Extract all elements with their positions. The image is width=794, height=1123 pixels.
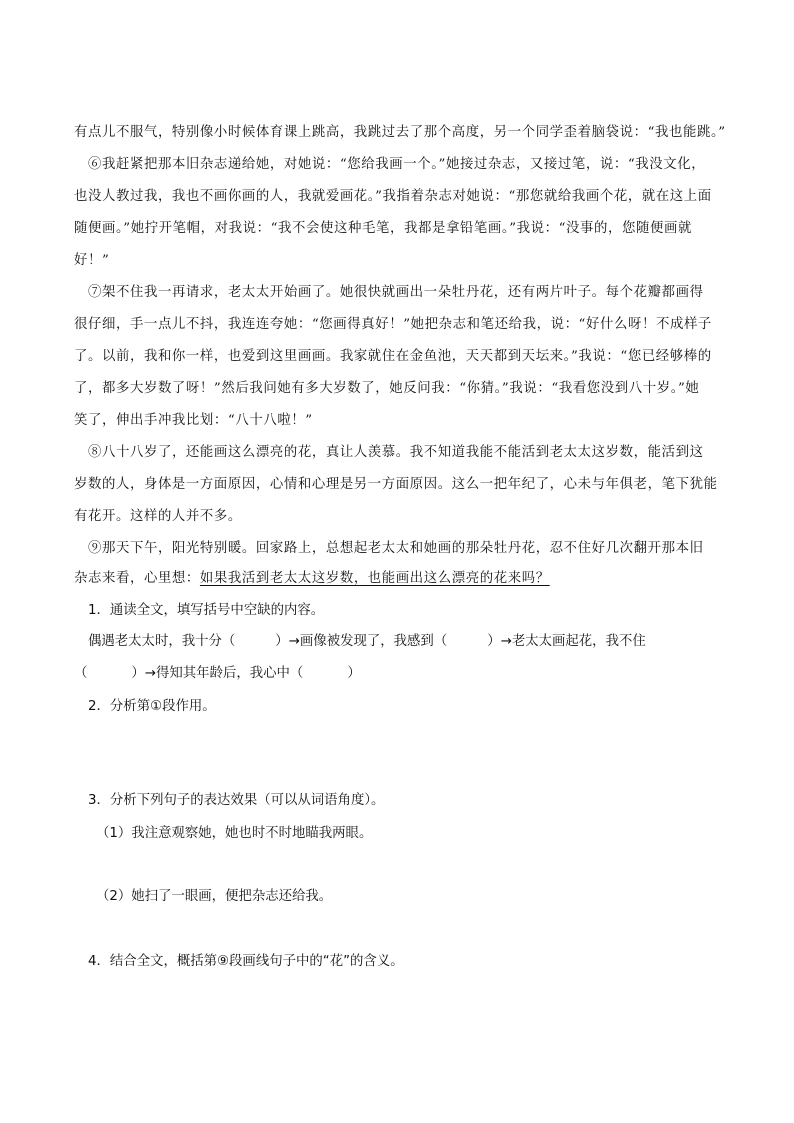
question-3-sub-1: （1）我注意观察她，她也时不时地瞄我两眼。 (96, 826, 373, 841)
q1-text-b: ）→画像被发现了，我感到（ (275, 634, 448, 649)
q1-text-c: ）→老太太画起花，我不住 (487, 634, 646, 649)
q1-text-f: ） (347, 666, 361, 681)
paragraph-6-line-1: ⑥我赶紧把那本旧杂志递给她，对她说：“您给我画一个。”她接过杂志，又接过笔，说：“我没文化， (88, 157, 706, 172)
question-3-sub-2: （2）她扫了一眼画，便把杂志还给我。 (96, 889, 333, 904)
paragraph-7-line-3: 了。以前，我和你一样，也爱到这里画画。我家就住在金鱼池，天天都到天坛来。”我说：“您已经够棒的 (74, 349, 712, 364)
paragraph-7-line-2: 很仔细，手一点儿不抖，我连连夸她：“您画得真好！”她把杂志和笔还给我，说：“好什么呀！不成样子 (74, 317, 712, 332)
q1-text-e: ）→得知其年龄后，我心中（ (131, 666, 304, 681)
paragraph-6-line-2: 也没人教过我，我也不画你画的人，我就爱画花。”我指着杂志对她说：“那您就给我画个花，就在这上面 (74, 189, 712, 204)
question-3-title: 3．分析下列句子的表达效果（可以从词语角度）。 (88, 793, 385, 808)
paragraph-8-line-1: ⑧八十八岁了，还能画这么漂亮的花，真让人羡慕。我不知道我能不能活到老太太这岁数，能活到这 (88, 445, 704, 460)
question-4-title: 4．结合全文，概括第⑨段画线句子中的“花”的含义。 (88, 954, 404, 969)
paragraph-7-line-5: 笑了，伸出手冲我比划：“八十八啦！” (74, 413, 313, 428)
q1-text-d: （ (74, 666, 88, 681)
paragraph-8-line-2: 岁数的人，身体是一方面原因，心情和心理是另一方面原因。这么一把年纪了，心未与年俱老，笔下犹能 (74, 477, 718, 492)
paragraph-9-line-2 (74, 570, 550, 588)
paragraph-5-end: 有点儿不服气，特别像小时候体育课上跳高，我跳过去了那个高度，另一个同学歪着脑袋说：“我也能跳。” (74, 125, 726, 140)
question-1-line-1 (88, 633, 646, 651)
paragraph-6-line-3: 随便画。”她拧开笔帽，对我说：“我不会使这种毛笔，我都是拿铅笔画。”我说：“没事的，您随便画就 (74, 221, 692, 236)
q1-text-a: 偶遇老太太时，我十分（ (88, 634, 236, 649)
question-1-line-2 (74, 665, 361, 683)
paragraph-7-line-4: 了，都多大岁数了呀！”然后我问她有多大岁数了，她反问我：“你猜。”我说：“我看您没到八十岁。”她 (74, 381, 700, 396)
underlined-sentence: 如果我活到老太太这岁数，也能画出这么漂亮的花来吗？ (199, 571, 550, 586)
paragraph-9-line-1: ⑨那天下午，阳光特别暖。回家路上，总想起老太太和她画的那朵牡丹花，忍不住好几次翻开那本旧 (88, 541, 704, 556)
paragraph-9-prefix: 杂志来看，心里想： (74, 571, 200, 586)
paragraph-7-line-1: ⑦架不住我一再请求，老太太开始画了。她很快就画出一朵牡丹花，还有两片叶子。每个花瓣都画得 (88, 285, 704, 300)
question-2-title: 2．分析第①段作用。 (88, 699, 216, 714)
paragraph-8-line-3: 有花开。这样的人并不多。 (74, 509, 242, 524)
paragraph-6-line-4: 好！” (74, 253, 110, 268)
question-1-title: 1．通读全文，填写括号中空缺的内容。 (88, 603, 325, 618)
